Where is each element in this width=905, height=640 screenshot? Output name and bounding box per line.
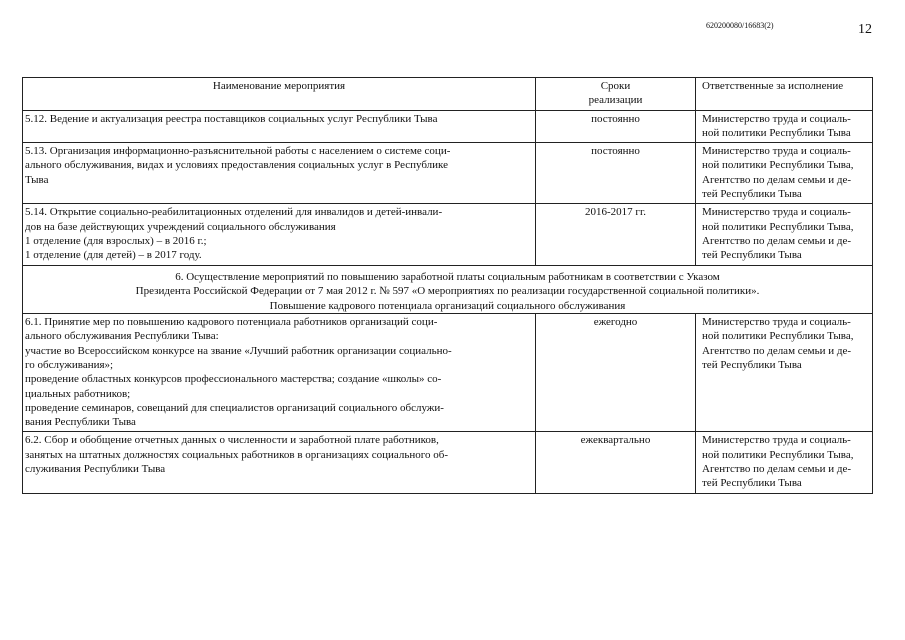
measure-name-cell: [23, 143, 536, 204]
table-header-row: [23, 78, 873, 111]
measure-name-cell: [23, 314, 536, 432]
measure-text-line: 1 отделение (для детей) – в 2017 году.: [25, 249, 202, 262]
responsible-text-line: Министерство труда и социаль-: [702, 145, 851, 158]
column-header-responsible: Ответственные за исполнение: [696, 78, 873, 111]
measure-text-line: 6.2. Сбор и обобщение отчетных данных о численности и заработной плате работников,: [25, 434, 439, 447]
section-heading-cell: [23, 265, 873, 314]
measure-text-line: дов на базе действующих учреждений социального обслуживания: [25, 220, 336, 233]
table-row: [23, 204, 873, 265]
section-title-line: Президента Российской Федерации от 7 мая 2012 г. № 597 «О мероприятиях по реализации государственной социальной политики».: [135, 285, 760, 298]
responsible-text-line: Министерство труда и социаль-: [702, 112, 851, 125]
measures-table: [22, 77, 873, 494]
responsible-text-line: ной политики Республики Тыва,: [702, 220, 854, 233]
responsible-cell: [696, 314, 873, 432]
responsible-text-line: Агентство по делам семьи и де-: [702, 234, 852, 247]
measure-name-cell: [23, 432, 536, 493]
responsible-text-line: тей Республики Тыва: [702, 188, 802, 201]
document-id: 620200080/16683(2): [706, 21, 774, 30]
page-number: 12: [858, 22, 872, 37]
table-row: [23, 143, 873, 204]
deadline-cell: постоянно: [536, 143, 696, 204]
measure-text-line: занятых на штатных должностях социальных работников в организациях социального об-: [25, 448, 449, 461]
deadline-cell: ежегодно: [536, 314, 696, 432]
measure-text-line: 1 отделение (для взрослых) – в 2016 г.;: [25, 234, 207, 247]
measure-text-line: циальных работников;: [25, 387, 131, 400]
deadline-cell: 2016-2017 гг.: [536, 204, 696, 265]
measure-name-cell: [23, 204, 536, 265]
responsible-text-line: Агентство по делам семьи и де-: [702, 463, 852, 476]
responsible-cell: [696, 204, 873, 265]
responsible-text-line: Министерство труда и социаль-: [702, 206, 851, 219]
table-row: [23, 432, 873, 493]
responsible-text-line: Министерство труда и социаль-: [702, 316, 851, 329]
responsible-text-line: тей Республики Тыва: [702, 249, 802, 262]
measure-text-line: участие во Всероссийском конкурсе на звание «Лучший работник организации социально-: [25, 344, 452, 357]
responsible-text-line: Министерство труда и социаль-: [702, 434, 851, 447]
measure-text-line: проведение областных конкурсов профессионального мастерства; создание «школы» со-: [25, 373, 442, 386]
measure-text-line: служивания Республики Тыва: [25, 463, 166, 476]
table-row: [23, 110, 873, 143]
section-heading-row: [23, 265, 873, 314]
responsible-text-line: Агентство по делам семьи и де-: [702, 173, 852, 186]
column-header-deadline: Сроки реализации: [536, 78, 696, 111]
measure-text-line: вания Республики Тыва: [25, 416, 136, 429]
measure-text-line: Тыва: [25, 173, 49, 186]
measure-text-line: проведение семинаров, совещаний для специалистов организаций социального обслужи-: [25, 401, 444, 414]
section-subtitle: Повышение кадрового потенциала организаций социального обслуживания: [269, 299, 626, 312]
responsible-text-line: Агентство по делам семьи и де-: [702, 344, 852, 357]
measure-text-line: го обслуживания»;: [25, 359, 114, 371]
responsible-text-line: ной политики Республики Тыва,: [702, 330, 854, 343]
section-title-line: 6. Осуществление мероприятий по повышению заработной платы социальным работникам в соответствии с Указом: [175, 270, 720, 283]
responsible-cell: [696, 143, 873, 204]
measure-text-line: 5.14. Открытие социально-реабилитационных отделений для инвалидов и детей-инвали-: [25, 206, 443, 219]
deadline-cell: ежеквартально: [536, 432, 696, 493]
measure-text-line: 5.13. Организация информационно-разъяснительной работы с населением о системе соци-: [25, 145, 451, 158]
measure-text-line: ального обслуживания Республики Тыва:: [25, 330, 219, 343]
responsible-text-line: ной политики Республики Тыва,: [702, 159, 854, 172]
table-row: [23, 314, 873, 432]
responsible-text-line: тей Республики Тыва: [702, 359, 802, 371]
measure-name-cell: [23, 110, 536, 143]
responsible-text-line: тей Республики Тыва: [702, 477, 802, 490]
responsible-cell: [696, 110, 873, 143]
column-header-name: Наименование мероприятия: [23, 78, 536, 111]
responsible-cell: [696, 432, 873, 493]
responsible-text-line: ной политики Республики Тыва,: [702, 448, 854, 461]
measure-text-line: 6.1. Принятие мер по повышению кадрового потенциала работников организаций соци-: [25, 316, 438, 329]
responsible-text-line: ной политики Республики Тыва: [702, 126, 851, 139]
measure-text-line: ального обслуживания, видах и условиях предоставления социальных услуг в Республике: [25, 159, 448, 172]
deadline-cell: постоянно: [536, 110, 696, 143]
measure-text-line: 5.12. Ведение и актуализация реестра поставщиков социальных услуг Республики Тыва: [25, 112, 438, 125]
